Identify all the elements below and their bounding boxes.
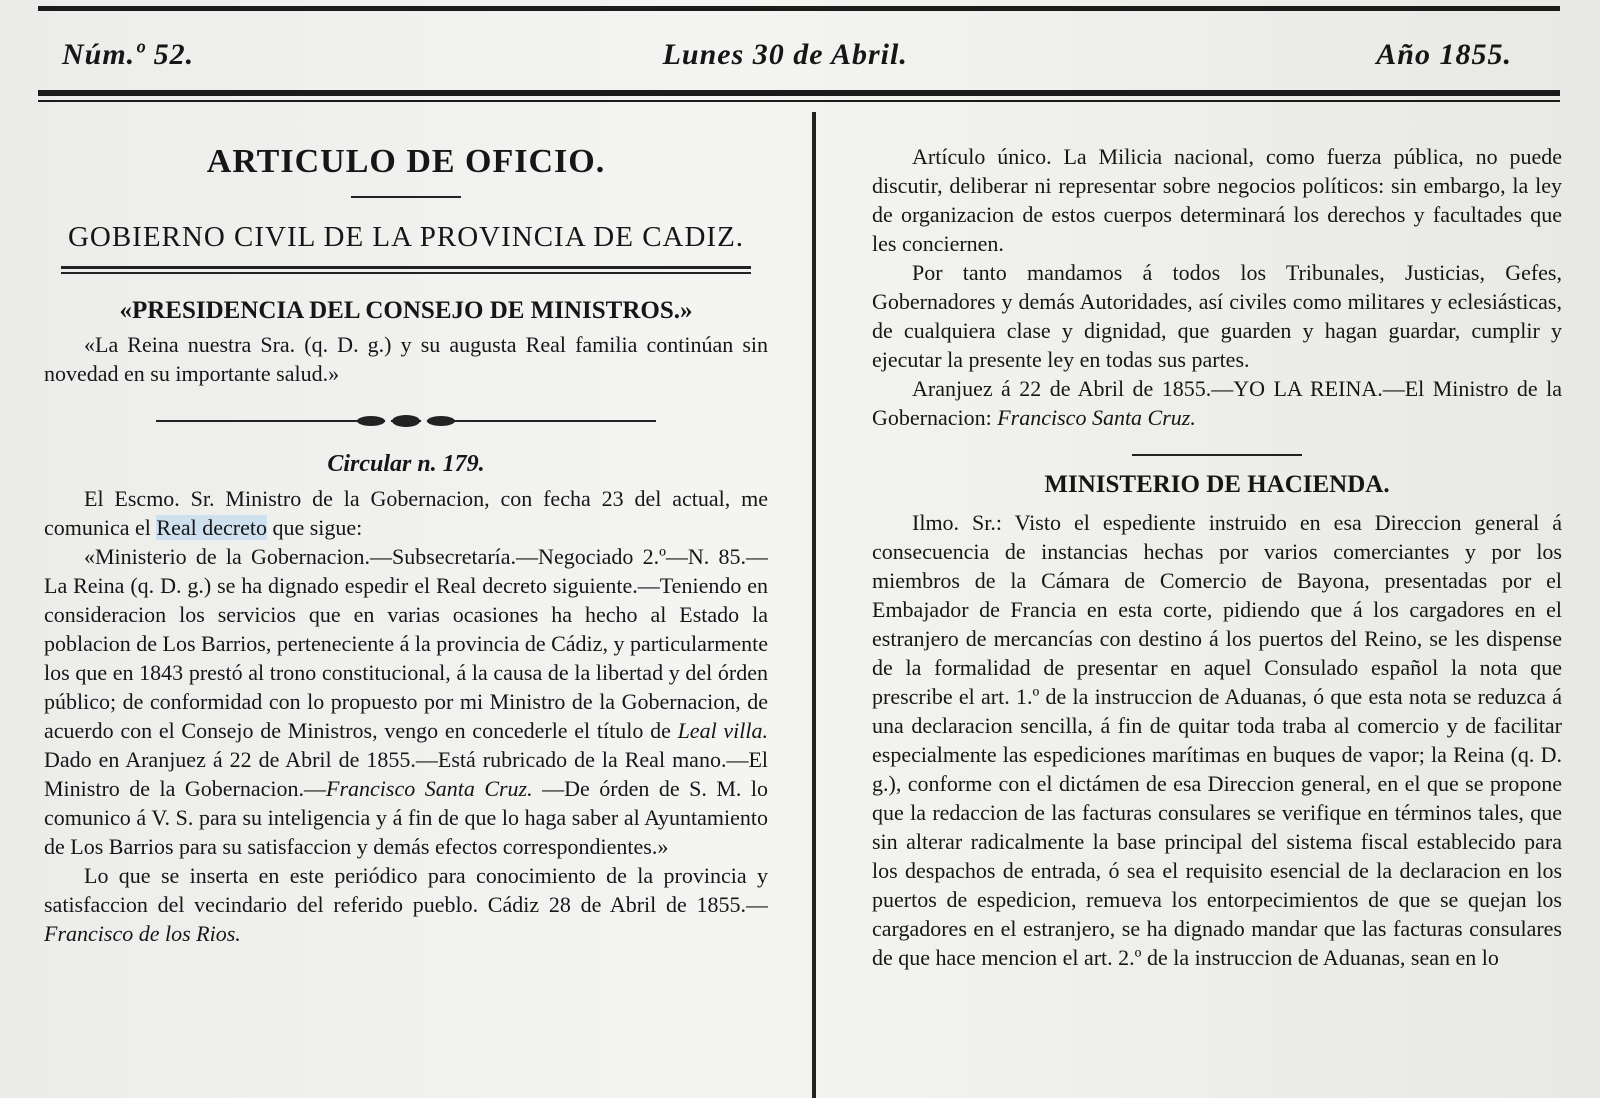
circular-para-3 xyxy=(44,861,768,948)
para2-text-a: «Ministerio de la Gobernacion.—Subsecretaría.—Negociado 2.º—N. 85.—La Reina (q. D. g.) se ha dignado espedir el Real decreto siguiente.—Teniendo en consideracion los servicios que en varias ocasiones ha hecho al Estado la poblacion de Los Barrios, perteneciente á la provincia de Cádiz, y particularmente los que en 1843 prestó al trono constitucional, á la causa de la libertad y del órden público; de conformidad con lo propuesto por mi Ministro de la Gobernacion, de acuerdo con el Consejo de Ministros, vengo en concederle el título de xyxy=(44,544,768,743)
issue-year: Año 1855. xyxy=(1376,38,1512,71)
right-column xyxy=(872,112,1562,972)
issue-date: Lunes 30 de Abril. xyxy=(662,38,908,71)
section-title: ARTICULO DE OFICIO. xyxy=(206,143,606,180)
para1-text-b: que sigue: xyxy=(266,515,363,540)
gobierno-rule-thin xyxy=(61,272,751,274)
leal-villa: Leal villa. xyxy=(677,718,768,743)
presidencia-heading: «PRESIDENCIA DEL CONSEJO DE MINISTROS.» xyxy=(119,297,693,324)
ministerio-heading: MINISTERIO DE HACIENDA. xyxy=(1044,471,1390,498)
para1-text-a: El Escmo. Sr. Ministro de la Gobernacion, con fecha 23 del actual, me comunica el xyxy=(44,486,768,540)
signature-santa-cruz: Francisco Santa Cruz. xyxy=(326,776,533,801)
masthead-rule-thin xyxy=(38,100,1560,102)
para2-text-c: —De órden de S. M. lo comunico á V. S. para su inteligencia y á fin de que lo haga saber al Ayuntamiento de Los Barrios para su satisfaccion y demás efectos correspondientes.» xyxy=(44,776,768,859)
mandamos-para: Por tanto mandamos á todos los Tribunales, Justicias, Gefes, Gobernadores y demás Autoridades, así civiles como militares y eclesiásticas, de cualquiera clase y dignidad, que guarden y hagan guardar, cumplir y ejecutar la presente ley en todas sus partes. xyxy=(872,260,1562,372)
signature-santa-cruz-right: Francisco Santa Cruz. xyxy=(997,405,1196,430)
signature-rios: Francisco de los Rios. xyxy=(44,921,241,946)
ministerio-rule xyxy=(1132,454,1302,456)
para2-text-b: Dado en Aranjuez á 22 de Abril de 1855.—Está rubricado de la Real mano.—El Ministro de la Gobernacion.— xyxy=(44,747,768,801)
aranjuez-text: Aranjuez á 22 de Abril de 1855.—YO LA REINA.—El Ministro de la Gobernacion: xyxy=(872,376,1562,430)
issue-number: Núm.º 52. xyxy=(62,38,195,71)
circular-para-1 xyxy=(44,484,768,542)
para3-text-a: Lo que se inserta en este periódico para conocimiento de la provincia y satisfaccion del vecindario del referido pueblo. Cádiz 28 de Abril de 1855.— xyxy=(44,863,768,917)
top-border xyxy=(38,6,1560,11)
highlighted-real-decreto[interactable]: Real decreto xyxy=(156,515,267,540)
gobierno-heading: GOBIERNO CIVIL DE LA PROVINCIA DE CADIZ. xyxy=(67,221,745,253)
masthead-rule-thick xyxy=(38,90,1560,96)
presidencia-text: «La Reina nuestra Sra. (q. D. g.) y su augusta Real familia continúan sin novedad en su importante salud.» xyxy=(44,332,768,386)
circular-heading: Circular n. 179. xyxy=(327,451,485,477)
left-column xyxy=(44,112,768,948)
aranjuez-para xyxy=(872,374,1562,432)
title-rule xyxy=(351,196,461,198)
circular-para-2 xyxy=(44,542,768,861)
gobierno-rule xyxy=(61,266,751,269)
hacienda-para: Ilmo. Sr.: Visto el espediente instruido en esa Direccion general á consecuencia de instancias hechas por varios comerciantes y por los miembros de la Cámara de Comercio de Bayona, presentadas por el Embajador de Francia en esta corte, pidiendo que á los cargadores en el estranjero de mercancías con destino á los puertos del Reino, se les dispense de la formalidad de presentar en aquel Consulado español la nota que prescribe el art. 1.º de la instruccion de Aduanas, ó que esta nota se reduzca á una declaracion sencilla, á fin de quitar toda traba al comercio y de facilitar especialmente las espediciones marítimas en buques de vapor; la Reina (q. D. g.), conforme con el dictámen de esa Direccion general, en el que se propone que la redaccion de las facturas consulares se verifique en términos tales, que sin alterar radicalmente la base principal del sistema fiscal establecido para los despachos de entrada, ó sea el requisito esencial de la declaracion en los puertos de espedicion, remueva los entorpecimientos de que se quejan los cargadores en el estranjero, se ha dignado mandar que las facturas consulares de que hace mencion el art. 2.º de la instruccion de Aduanas, sean en lo xyxy=(872,510,1562,970)
column-separator xyxy=(812,112,816,1098)
ornament-divider-icon xyxy=(156,412,656,430)
articulo-unico: Artículo único. La Milicia nacional, como fuerza pública, no puede discutir, deliberar ni representar sobre negocios políticos: sin embargo, la ley de organizacion de estos cuerpos determinará los derechos y facultades que les conciernen. xyxy=(872,144,1562,256)
masthead xyxy=(62,30,1512,80)
